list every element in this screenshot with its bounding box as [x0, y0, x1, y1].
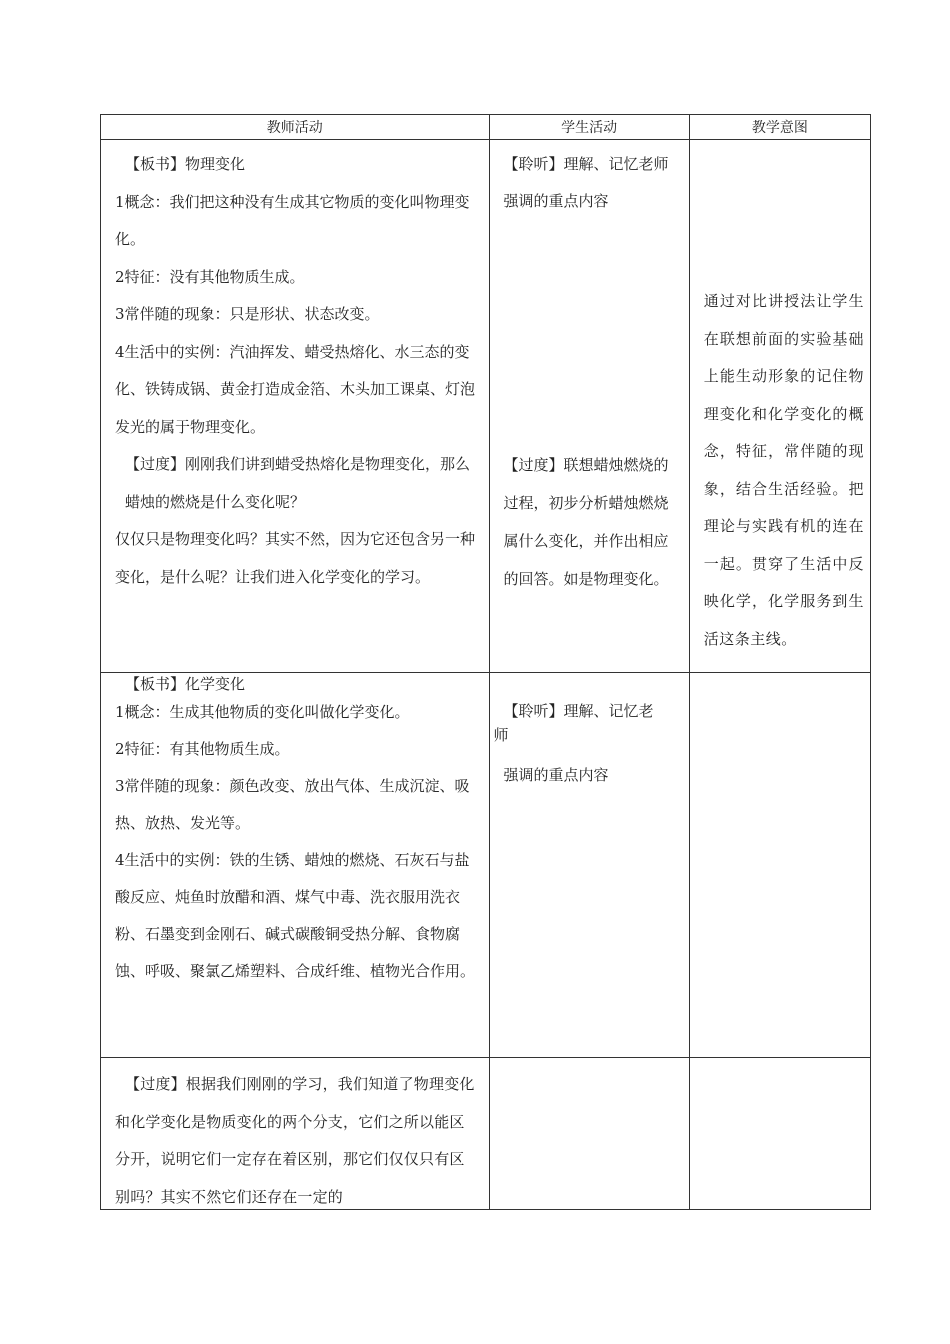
intent-cell-3 — [689, 1058, 870, 1210]
transition-text-1: 【过度】刚刚我们讲到蜡受热熔化是物理变化，那么蜡烛的燃烧是什么变化呢？ — [125, 455, 471, 511]
teaching-intent-text: 通过对比讲授法让学生在联想前面的实验基础上能生动形象的记住物理变化和化学变化的概念，特征，常伴随的现象，结合生活经验。把理论与实践有机的连在一起。贯穿了生活中反映化学，化学服务到生活这条主线。 — [703, 292, 864, 648]
physical-feature: 2特征：没有其他物质生成。 — [115, 267, 305, 286]
intent-cell-2 — [689, 673, 870, 1058]
physical-phenomena: 3常伴随的现象：只是形状、状态改变。 — [115, 305, 380, 323]
table-row — [101, 673, 871, 1058]
teacher-cell-physical-change — [101, 140, 490, 673]
teacher-cell-transition — [101, 1058, 490, 1210]
student-listen-2-line1: 【聆听】理解、记忆老 — [503, 702, 654, 720]
chemical-phenomena: 3常伴随的现象：颜色改变、放出气体、生成沉淀、吸热、放热、发光等。 — [115, 777, 470, 832]
chemical-examples: 4生活中的实例：铁的生锈、蜡烛的燃烧、石灰石与盐酸反应、炖鱼时放醋和酒、煤气中毒、洗衣服用洗衣粉、石墨变到金刚石、碱式碳酸铜受热分解、食物腐蚀、呼吸、聚氯乙烯塑料、合成纤维、植物光合作用。 — [115, 851, 476, 980]
student-listen-2-line3: 强调的重点内容 — [503, 766, 609, 784]
student-cell-1 — [489, 140, 689, 673]
lesson-plan-table — [100, 114, 871, 1210]
board-heading-chemical: 【板书】化学变化 — [125, 675, 246, 693]
board-heading-physical: 【板书】物理变化 — [125, 155, 246, 173]
transition-text-2: 【过度】根据我们刚刚的学习，我们知道了物理变化和化学变化是物质变化的两个分支，它们之所以能区分开，说明它们一定存在着区别，那它们仅仅只有区别吗？其实不然它们还存在一定的 — [115, 1075, 475, 1206]
student-listen-1: 【聆听】理解、记忆老师强调的重点内容 — [503, 155, 669, 210]
teacher-cell-chemical-change — [101, 673, 490, 1058]
table-row — [101, 140, 871, 673]
student-cell-3 — [489, 1058, 689, 1210]
header-teacher-activity: 教师活动 — [101, 115, 490, 140]
student-listen-2-line2: 师 — [493, 726, 509, 744]
physical-concept: 1概念：我们把这种没有生成其它物质的变化叫物理变化。 — [115, 192, 470, 248]
chemical-concept: 1概念：生成其他物质的变化叫做化学变化。 — [115, 703, 410, 721]
student-transition-1: 【过度】联想蜡烛燃烧的过程，初步分析蜡烛燃烧属什么变化，并作出相应的回答。如是物理变化。 — [503, 456, 669, 588]
table-header-row — [101, 115, 871, 140]
intent-cell-1 — [689, 140, 870, 673]
transition-followup: 仅仅只是物理变化吗？其实不然，因为它还包含另一种变化，是什么呢？让我们进入化学变化的学习。 — [115, 530, 476, 586]
header-student-activity: 学生活动 — [489, 115, 689, 140]
header-teaching-intent: 教学意图 — [689, 115, 870, 140]
student-cell-2 — [489, 673, 689, 1058]
table-row — [101, 1058, 871, 1210]
chemical-feature: 2特征：有其他物质生成。 — [115, 740, 290, 758]
physical-examples: 4生活中的实例：汽油挥发、蜡受热熔化、水三态的变化、铁铸成锅、黄金打造成金箔、木头加工课桌、灯泡发光的属于物理变化。 — [115, 342, 476, 436]
